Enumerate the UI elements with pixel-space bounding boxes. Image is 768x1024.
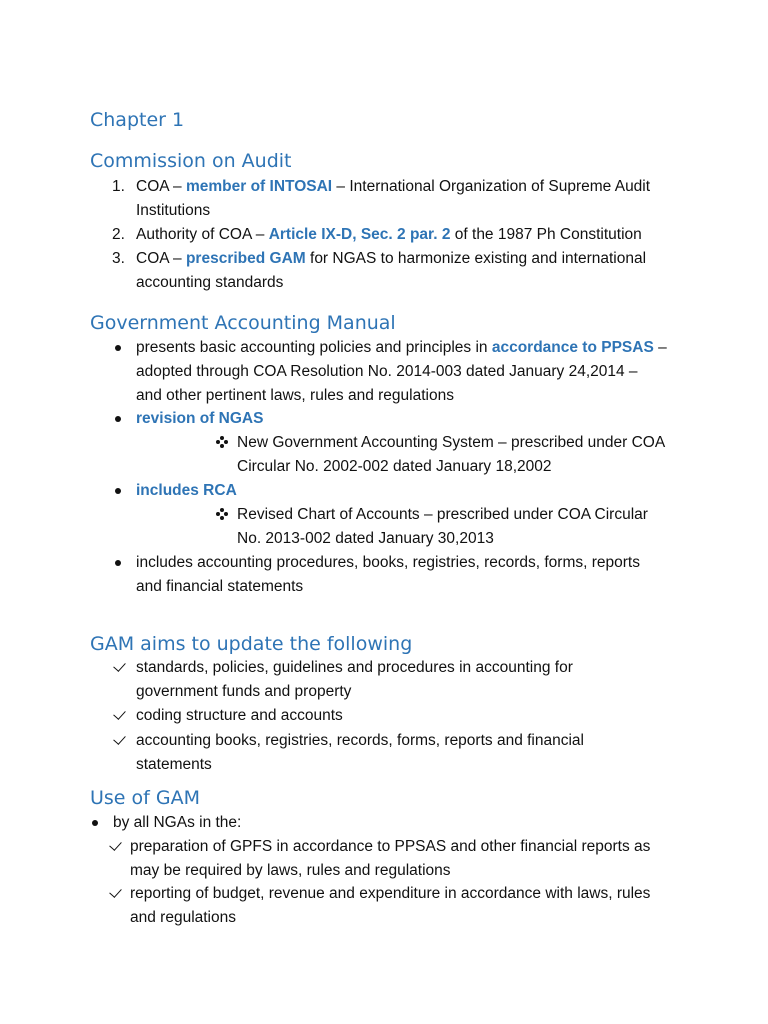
item-text: government funds and property bbox=[136, 683, 352, 700]
use-item-1 bbox=[130, 835, 650, 883]
highlight-text: revision of NGAS bbox=[136, 410, 264, 427]
gam-bullet-1 bbox=[136, 336, 667, 408]
gam-bullet-3 bbox=[136, 479, 237, 503]
bullet-icon bbox=[92, 820, 98, 826]
use-item-2 bbox=[130, 882, 650, 930]
aims-item-3 bbox=[136, 729, 584, 777]
bullet-icon bbox=[115, 345, 121, 351]
checkmark-icon bbox=[109, 838, 122, 851]
item-text: COA – bbox=[136, 250, 186, 267]
aims-item-2 bbox=[136, 704, 343, 728]
coa-item-1 bbox=[112, 175, 651, 223]
checkmark-icon bbox=[113, 659, 126, 672]
aims-item-1 bbox=[136, 656, 573, 704]
item-text: accounting standards bbox=[136, 274, 284, 291]
gam-subitem-ngas bbox=[237, 431, 665, 479]
item-text: Circular No. 2002-002 dated January 18,2002 bbox=[237, 458, 552, 475]
list-number: 2. bbox=[112, 226, 125, 243]
list-number: 1. bbox=[112, 178, 125, 195]
checkmark-icon bbox=[113, 732, 126, 745]
checkmark-icon bbox=[109, 885, 122, 898]
highlight-text: includes RCA bbox=[136, 482, 237, 499]
chapter-heading: Chapter 1 bbox=[90, 109, 185, 131]
coa-item-3 bbox=[112, 247, 647, 295]
gam-bullet-4 bbox=[136, 551, 640, 599]
highlight-text: accordance to PPSAS bbox=[491, 339, 654, 356]
diamond-bullet-icon bbox=[216, 508, 228, 520]
item-text: by all NGAs in the: bbox=[113, 814, 242, 831]
item-text: – bbox=[653, 339, 667, 356]
item-text: and other pertinent laws, rules and regulations bbox=[136, 387, 454, 404]
checkmark-icon bbox=[113, 707, 126, 720]
item-text: adopted through COA Resolution No. 2014-003 dated January 24,2014 – bbox=[136, 363, 638, 380]
gam-subitem-rca bbox=[237, 503, 648, 551]
item-text: New Government Accounting System – prescribed under COA bbox=[237, 434, 666, 451]
gam-bullet-2 bbox=[136, 407, 263, 431]
item-text: accounting books, registries, records, forms, reports and financial bbox=[136, 732, 584, 749]
item-text: No. 2013-002 dated January 30,2013 bbox=[237, 530, 494, 547]
bullet-icon bbox=[115, 416, 121, 422]
item-text: Revised Chart of Accounts – prescribed under COA Circular bbox=[237, 506, 648, 523]
item-text: includes accounting procedures, books, registries, records, forms, reports bbox=[136, 554, 640, 571]
item-text: standards, policies, guidelines and procedures in accounting for bbox=[136, 659, 573, 676]
bullet-icon bbox=[115, 488, 121, 494]
coa-item-2 bbox=[112, 223, 642, 247]
bullet-icon bbox=[115, 560, 121, 566]
item-text: may be required by laws, rules and regulations bbox=[130, 862, 451, 879]
item-text: coding structure and accounts bbox=[136, 707, 343, 724]
item-text: COA – bbox=[136, 178, 186, 195]
item-text: reporting of budget, revenue and expenditure in accordance with laws, rules bbox=[130, 885, 651, 902]
highlight-text: Article IX-D, Sec. 2 par. 2 bbox=[268, 226, 451, 243]
item-text: of the 1987 Ph Constitution bbox=[450, 226, 642, 243]
item-text: statements bbox=[136, 756, 212, 773]
item-text: and regulations bbox=[130, 909, 236, 926]
item-text: Authority of COA – bbox=[136, 226, 269, 243]
use-bullet bbox=[113, 811, 241, 835]
item-text: preparation of GPFS in accordance to PPSAS and other financial reports as bbox=[130, 838, 651, 855]
item-text: for NGAS to harmonize existing and international bbox=[305, 250, 647, 267]
item-text: and financial statements bbox=[136, 578, 304, 595]
item-text: Institutions bbox=[136, 202, 211, 219]
highlight-text: prescribed GAM bbox=[185, 250, 306, 267]
gam-heading: Government Accounting Manual bbox=[90, 312, 396, 334]
aims-heading: GAM aims to update the following bbox=[90, 633, 413, 655]
item-text: – International Organization of Supreme Audit bbox=[332, 178, 651, 195]
coa-heading: Commission on Audit bbox=[90, 150, 292, 172]
item-text: presents basic accounting policies and principles in bbox=[136, 339, 492, 356]
highlight-text: member of INTOSAI bbox=[185, 178, 333, 195]
diamond-bullet-icon bbox=[216, 436, 228, 448]
list-number: 3. bbox=[112, 250, 125, 267]
use-heading: Use of GAM bbox=[90, 787, 201, 809]
